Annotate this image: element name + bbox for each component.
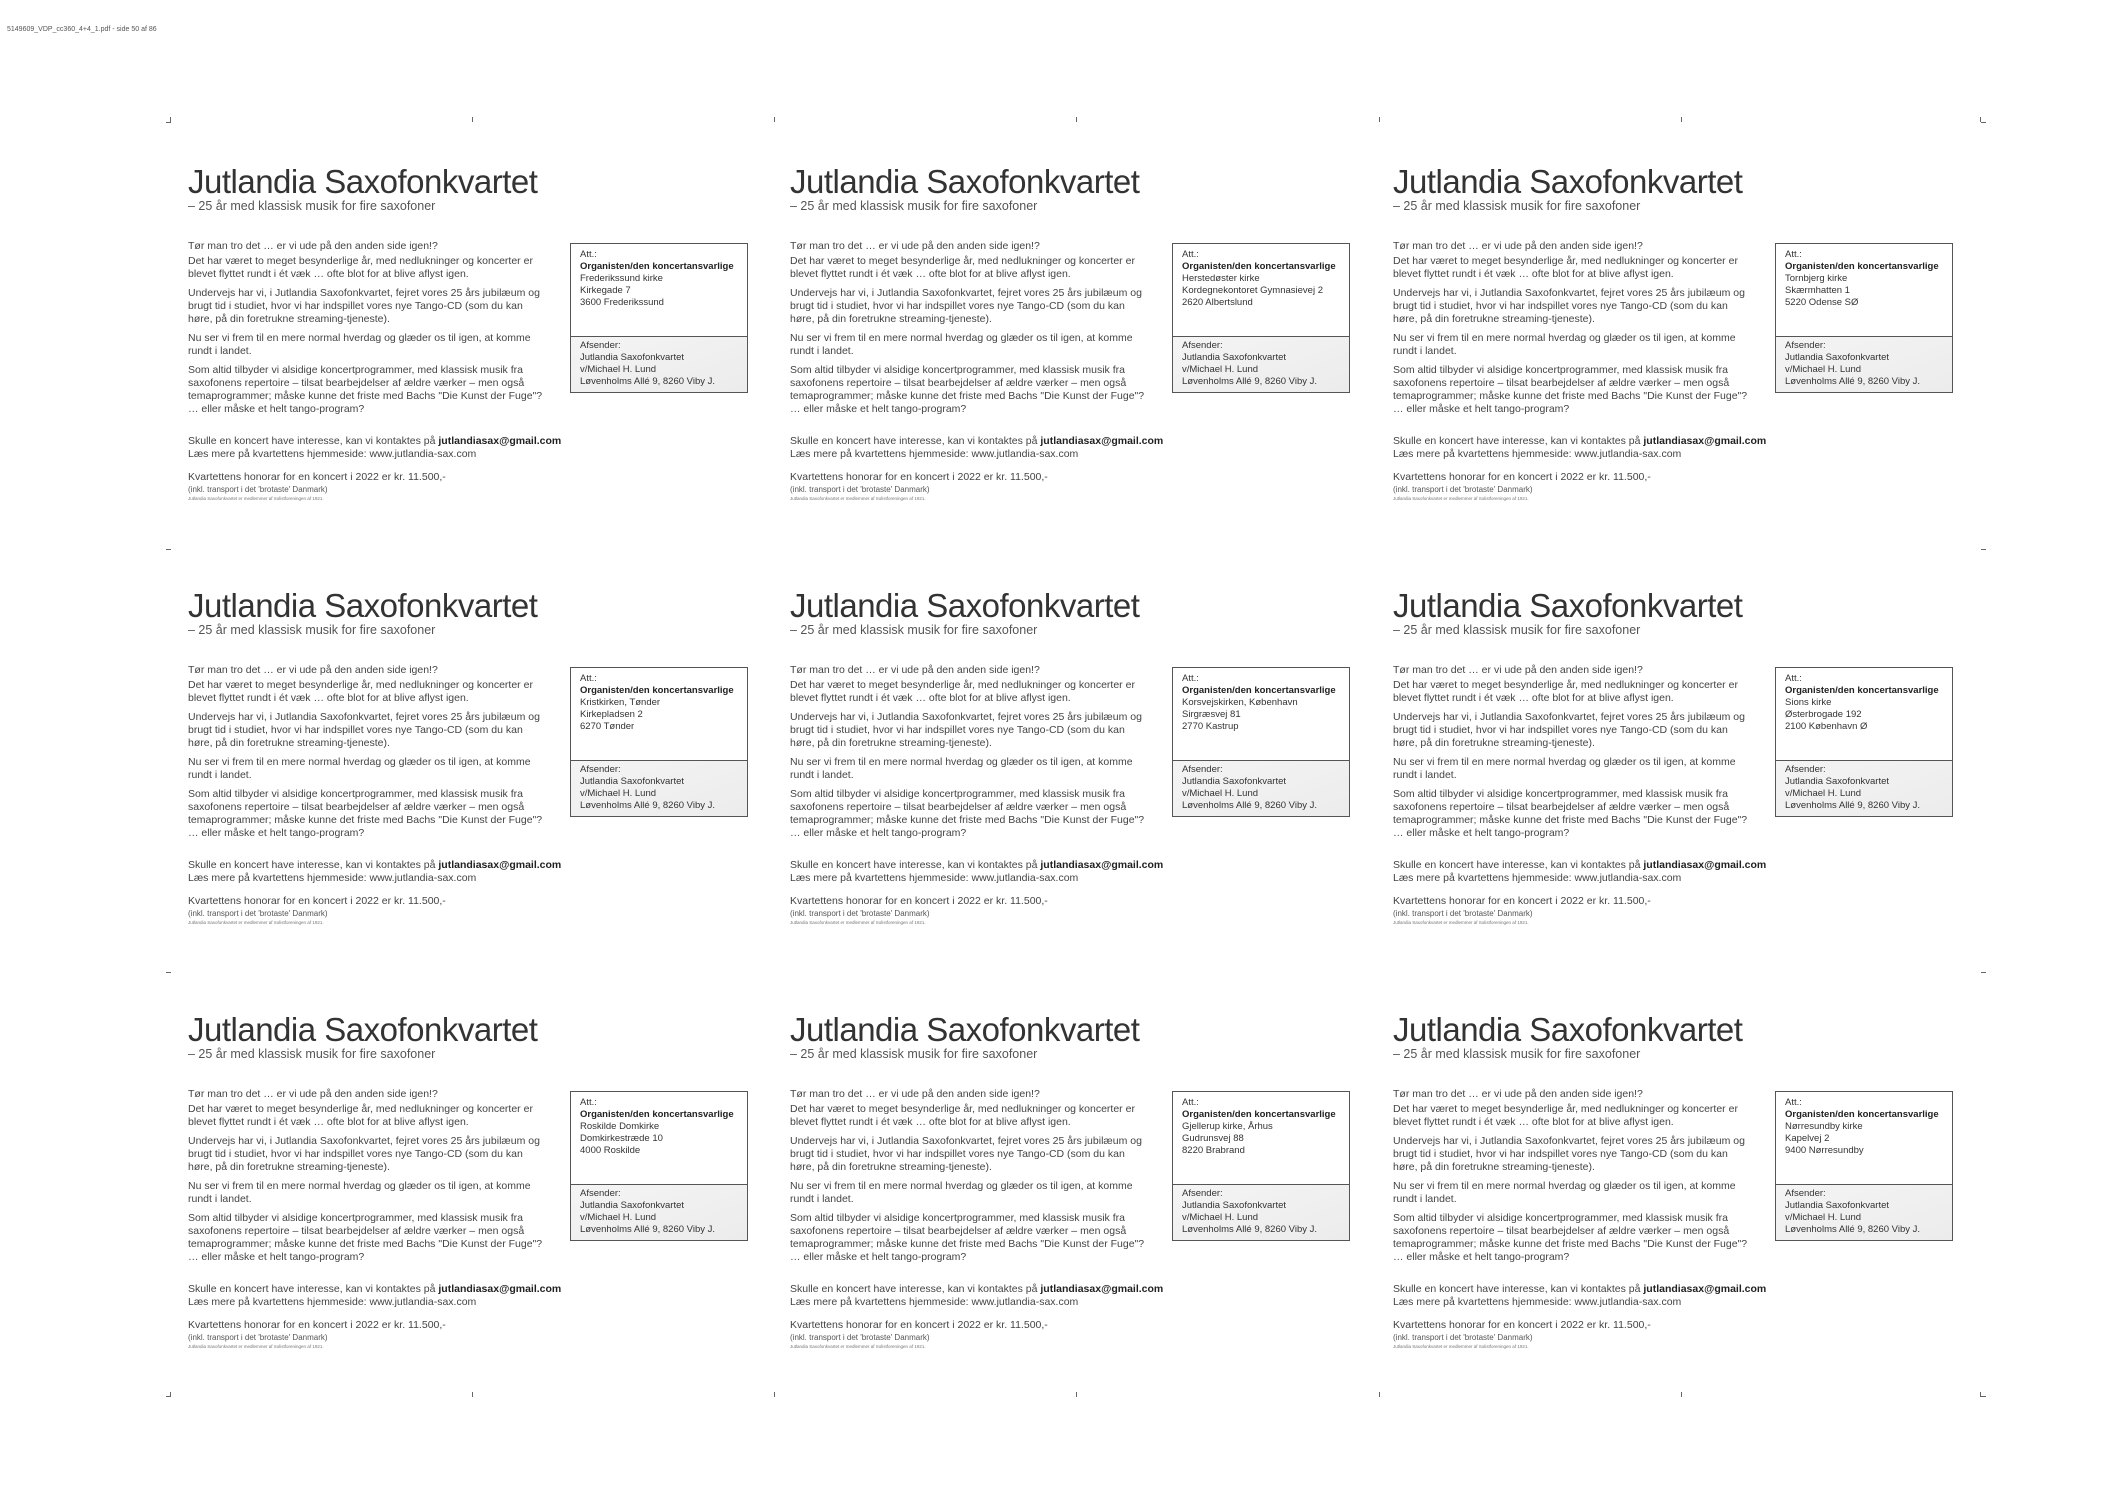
- membership-note: Jutlandia Saxofonkvartet er medlemmer af Solistforeningen af 1921.: [790, 920, 926, 925]
- letter-paragraph: Tør man tro det … er vi ude på den anden side igen!?: [790, 240, 1040, 252]
- card-subtitle: – 25 år med klassisk musik for fire saxofoner: [790, 623, 1038, 637]
- contact-line: [790, 435, 1350, 448]
- sender-label: Afsender:: [1182, 340, 1223, 351]
- address-box: [570, 1091, 748, 1241]
- letter-body: [1393, 240, 1753, 422]
- recipient-address-line: Kapelvej 2: [1785, 1133, 1830, 1144]
- att-label: Att.:: [1182, 673, 1199, 684]
- letter-paragraph: Tør man tro det … er vi ude på den anden side igen!?: [1393, 240, 1643, 252]
- email-link[interactable]: jutlandiasax@gmail.com: [1040, 859, 1164, 871]
- recipient-title: Organisten/den koncertansvarlige: [1182, 685, 1336, 696]
- recipient-address-line: 6270 Tønder: [580, 721, 635, 732]
- recipient-title: Organisten/den koncertansvarlige: [1785, 685, 1939, 696]
- fee-note: (inkl. transport i det 'brotaste' Danmark): [790, 485, 930, 494]
- recipient-address-line: 2770 Kastrup: [1182, 721, 1239, 732]
- letter-paragraph: Det har været to meget besynderlige år, med nedlukninger og koncerter er blevet flyttet rundt i ét væk … ofte blot for at blive aflyst igen.: [1393, 1103, 1738, 1128]
- letter-body: [1393, 664, 1753, 846]
- postcard: [790, 1013, 1360, 1403]
- recipient-address-line: 3600 Frederikssund: [580, 297, 664, 308]
- recipient-block: [580, 673, 743, 733]
- crop-mark: [1981, 1396, 1986, 1397]
- address-box: [1775, 667, 1953, 817]
- card-subtitle: – 25 år med klassisk musik for fire saxofoner: [790, 199, 1038, 213]
- recipient-address-line: Skærmhatten 1: [1785, 285, 1850, 296]
- sender-address-line: Løvenholms Allé 9, 8260 Viby J.: [1182, 376, 1318, 387]
- postcard: [188, 165, 758, 555]
- website-line: Læs mere på kvartettens hjemmeside: www.jutlandia-sax.com: [188, 448, 477, 460]
- letter-body: [1393, 1088, 1753, 1270]
- sender-address-line: Jutlandia Saxofonkvartet: [1182, 776, 1287, 787]
- letter-paragraph: Nu ser vi frem til en mere normal hverdag og glæder os til igen, at komme rundt i landet.: [188, 756, 531, 781]
- email-link[interactable]: jutlandiasax@gmail.com: [1643, 859, 1767, 871]
- contact-prefix: Skulle en koncert have interesse, kan vi kontaktes på: [1393, 435, 1644, 447]
- letter-paragraph: Nu ser vi frem til en mere normal hverdag og glæder os til igen, at komme rundt i landet.: [790, 332, 1133, 357]
- att-label: Att.:: [1182, 249, 1199, 260]
- recipient-block: [1182, 673, 1345, 733]
- sender-address-line: Jutlandia Saxofonkvartet: [1785, 1200, 1890, 1211]
- membership-note: Jutlandia Saxofonkvartet er medlemmer af Solistforeningen af 1921.: [188, 1344, 324, 1349]
- letter-paragraph: Tør man tro det … er vi ude på den anden side igen!?: [1393, 1088, 1643, 1100]
- crop-mark: [1379, 117, 1380, 122]
- letter-paragraph: Det har været to meget besynderlige år, med nedlukninger og koncerter er blevet flyttet rundt i ét væk … ofte blot for at blive aflyst igen.: [790, 1103, 1135, 1128]
- email-link[interactable]: jutlandiasax@gmail.com: [1040, 1283, 1164, 1295]
- contact-prefix: Skulle en koncert have interesse, kan vi kontaktes på: [1393, 859, 1644, 871]
- card-subtitle: – 25 år med klassisk musik for fire saxofoner: [188, 199, 436, 213]
- sender-address-line: Jutlandia Saxofonkvartet: [580, 1200, 685, 1211]
- att-label: Att.:: [580, 1097, 597, 1108]
- recipient-title: Organisten/den koncertansvarlige: [580, 1109, 734, 1120]
- crop-mark: [1981, 972, 1986, 973]
- card-title: Jutlandia Saxofonkvartet: [1393, 587, 1743, 624]
- sender-label: Afsender:: [580, 340, 621, 351]
- website-line: Læs mere på kvartettens hjemmeside: www.jutlandia-sax.com: [790, 448, 1079, 460]
- sender-address-line: Løvenholms Allé 9, 8260 Viby J.: [1785, 800, 1921, 811]
- recipient-address-line: Nørresundby kirke: [1785, 1121, 1863, 1132]
- letter-paragraph: Det har været to meget besynderlige år, med nedlukninger og koncerter er blevet flyttet rundt i ét væk … ofte blot for at blive aflyst igen.: [790, 255, 1135, 280]
- letter-paragraph: Som altid tilbyder vi alsidige koncertprogrammer, med klassisk musik fra saxofonens repertoire – tilsat bearbejdelser af ældre værker – men også temaprogrammer; måske kunne det friste med Bachs "Die Kunst der Fuge"? … eller måske et helt tango-program?: [188, 788, 543, 839]
- recipient-block: [1785, 673, 1948, 733]
- recipient-address-line: Kirkegade 7: [580, 285, 631, 296]
- letter-paragraph: Det har været to meget besynderlige år, med nedlukninger og koncerter er blevet flyttet rundt i ét væk … ofte blot for at blive aflyst igen.: [188, 1103, 533, 1128]
- recipient-address-line: 8220 Brabrand: [1182, 1145, 1245, 1156]
- fee-line: Kvartettens honorar for en koncert i 2022 er kr. 11.500,-: [188, 895, 446, 907]
- contact-block: [1393, 435, 1953, 503]
- website-line: Læs mere på kvartettens hjemmeside: www.jutlandia-sax.com: [790, 872, 1079, 884]
- fee-line: Kvartettens honorar for en koncert i 2022 er kr. 11.500,-: [790, 895, 1048, 907]
- crop-mark: [1379, 1392, 1380, 1397]
- sender-text: [1182, 764, 1317, 812]
- letter-paragraph: Nu ser vi frem til en mere normal hverdag og glæder os til igen, at komme rundt i landet.: [790, 1180, 1133, 1205]
- membership-note: Jutlandia Saxofonkvartet er medlemmer af Solistforeningen af 1921.: [1393, 496, 1529, 501]
- letter-paragraph: Det har været to meget besynderlige år, med nedlukninger og koncerter er blevet flyttet rundt i ét væk … ofte blot for at blive aflyst igen.: [790, 679, 1135, 704]
- sender-label: Afsender:: [1785, 764, 1826, 775]
- card-subtitle: – 25 år med klassisk musik for fire saxofoner: [1393, 1047, 1641, 1061]
- contact-line: [1393, 1283, 1953, 1296]
- letter-paragraph: Det har været to meget besynderlige år, med nedlukninger og koncerter er blevet flyttet rundt i ét væk … ofte blot for at blive aflyst igen.: [188, 679, 533, 704]
- crop-mark: [1076, 117, 1077, 122]
- recipient-address-line: 4000 Roskilde: [580, 1145, 641, 1156]
- email-link[interactable]: jutlandiasax@gmail.com: [438, 1283, 562, 1295]
- contact-prefix: Skulle en koncert have interesse, kan vi kontaktes på: [188, 435, 439, 447]
- fee-line: Kvartettens honorar for en koncert i 2022 er kr. 11.500,-: [790, 471, 1048, 483]
- contact-prefix: Skulle en koncert have interesse, kan vi kontaktes på: [790, 859, 1041, 871]
- letter-paragraph: Som altid tilbyder vi alsidige koncertprogrammer, med klassisk musik fra saxofonens repertoire – tilsat bearbejdelser af ældre værker – men også temaprogrammer; måske kunne det friste med Bachs "Die Kunst der Fuge"? … eller måske et helt tango-program?: [188, 364, 543, 415]
- sender-address-line: Løvenholms Allé 9, 8260 Viby J.: [580, 376, 716, 387]
- recipient-address-line: 2100 København Ø: [1785, 721, 1868, 732]
- recipient-block: [580, 249, 743, 309]
- postcard: [790, 589, 1360, 979]
- email-link[interactable]: jutlandiasax@gmail.com: [438, 435, 562, 447]
- letter-paragraph: Tør man tro det … er vi ude på den anden side igen!?: [188, 664, 438, 676]
- sender-block: [571, 760, 747, 816]
- card-title: Jutlandia Saxofonkvartet: [1393, 1011, 1743, 1048]
- sender-address-line: v/Michael H. Lund: [580, 364, 657, 375]
- crop-mark: [1981, 122, 1986, 123]
- sender-address-line: v/Michael H. Lund: [580, 788, 657, 799]
- card-title: Jutlandia Saxofonkvartet: [188, 587, 538, 624]
- sender-address-line: v/Michael H. Lund: [580, 1212, 657, 1223]
- recipient-address-line: Roskilde Domkirke: [580, 1121, 660, 1132]
- contact-block: [1393, 1283, 1953, 1351]
- website-line: Læs mere på kvartettens hjemmeside: www.jutlandia-sax.com: [1393, 872, 1682, 884]
- page-header: 5149609_VDP_cc360_4+4_1.pdf - side 50 af 86: [7, 26, 157, 33]
- sender-text: [580, 340, 715, 388]
- letter-body: [790, 1088, 1150, 1270]
- sender-label: Afsender:: [1182, 764, 1223, 775]
- membership-note: Jutlandia Saxofonkvartet er medlemmer af Solistforeningen af 1921.: [1393, 920, 1529, 925]
- contact-prefix: Skulle en koncert have interesse, kan vi kontaktes på: [1393, 1283, 1644, 1295]
- letter-paragraph: Tør man tro det … er vi ude på den anden side igen!?: [188, 1088, 438, 1100]
- postcard: [790, 165, 1360, 555]
- website-line: Læs mere på kvartettens hjemmeside: www.jutlandia-sax.com: [1393, 1296, 1682, 1308]
- letter-paragraph: Undervejs har vi, i Jutlandia Saxofonkvartet, fejret vores 25 års jubilæum og brugt tid i studiet, hvor vi har indspillet vores nye Tango-CD (som du kan høre, på din foretrukne streaming-tjeneste).: [1393, 287, 1745, 325]
- email-link[interactable]: jutlandiasax@gmail.com: [438, 859, 562, 871]
- sender-label: Afsender:: [580, 764, 621, 775]
- fee-line: Kvartettens honorar for en koncert i 2022 er kr. 11.500,-: [1393, 1319, 1651, 1331]
- recipient-address-line: Kordegnekontoret Gymnasievej 2: [1182, 285, 1323, 296]
- letter-paragraph: Nu ser vi frem til en mere normal hverdag og glæder os til igen, at komme rundt i landet.: [188, 1180, 531, 1205]
- contact-prefix: Skulle en koncert have interesse, kan vi kontaktes på: [188, 1283, 439, 1295]
- postcard: [188, 589, 758, 979]
- recipient-address-line: Frederikssund kirke: [580, 273, 663, 284]
- crop-mark: [774, 117, 775, 122]
- fee-note: (inkl. transport i det 'brotaste' Danmark): [188, 485, 328, 494]
- recipient-title: Organisten/den koncertansvarlige: [1785, 1109, 1939, 1120]
- contact-block: [1393, 859, 1953, 927]
- fee-note: (inkl. transport i det 'brotaste' Danmark): [188, 1333, 328, 1342]
- letter-paragraph: Som altid tilbyder vi alsidige koncertprogrammer, med klassisk musik fra saxofonens repertoire – tilsat bearbejdelser af ældre værker – men også temaprogrammer; måske kunne det friste med Bachs "Die Kunst der Fuge"? … eller måske et helt tango-program?: [790, 364, 1145, 415]
- sender-text: [1182, 1188, 1317, 1236]
- sender-address-line: Løvenholms Allé 9, 8260 Viby J.: [1182, 800, 1318, 811]
- address-box: [570, 667, 748, 817]
- sender-address-line: Jutlandia Saxofonkvartet: [1182, 1200, 1287, 1211]
- att-label: Att.:: [580, 249, 597, 260]
- recipient-address-line: Gudrunsvej 88: [1182, 1133, 1244, 1144]
- website-line: Læs mere på kvartettens hjemmeside: www.jutlandia-sax.com: [1393, 448, 1682, 460]
- fee-note: (inkl. transport i det 'brotaste' Danmark): [1393, 909, 1533, 918]
- contact-block: [790, 1283, 1350, 1351]
- letter-paragraph: Tør man tro det … er vi ude på den anden side igen!?: [1393, 664, 1643, 676]
- letter-body: [188, 1088, 548, 1270]
- letter-paragraph: Tør man tro det … er vi ude på den anden side igen!?: [790, 664, 1040, 676]
- fee-note: (inkl. transport i det 'brotaste' Danmark): [188, 909, 328, 918]
- sender-text: [1182, 340, 1317, 388]
- letter-paragraph: Undervejs har vi, i Jutlandia Saxofonkvartet, fejret vores 25 års jubilæum og brugt tid i studiet, hvor vi har indspillet vores nye Tango-CD (som du kan høre, på din foretrukne streaming-tjeneste).: [790, 287, 1142, 325]
- sender-block: [1173, 336, 1349, 392]
- letter-paragraph: Nu ser vi frem til en mere normal hverdag og glæder os til igen, at komme rundt i landet.: [790, 756, 1133, 781]
- att-label: Att.:: [1182, 1097, 1199, 1108]
- sender-address-line: v/Michael H. Lund: [1182, 788, 1259, 799]
- membership-note: Jutlandia Saxofonkvartet er medlemmer af Solistforeningen af 1921.: [790, 1344, 926, 1349]
- website-line: Læs mere på kvartettens hjemmeside: www.jutlandia-sax.com: [790, 1296, 1079, 1308]
- contact-block: [790, 859, 1350, 927]
- sender-block: [571, 336, 747, 392]
- crop-mark: [774, 1392, 775, 1397]
- sender-address-line: Jutlandia Saxofonkvartet: [1182, 352, 1287, 363]
- att-label: Att.:: [1785, 249, 1802, 260]
- recipient-title: Organisten/den koncertansvarlige: [1785, 261, 1939, 272]
- letter-paragraph: Nu ser vi frem til en mere normal hverdag og glæder os til igen, at komme rundt i landet.: [1393, 332, 1736, 357]
- fee-line: Kvartettens honorar for en koncert i 2022 er kr. 11.500,-: [790, 1319, 1048, 1331]
- contact-prefix: Skulle en koncert have interesse, kan vi kontaktes på: [790, 435, 1041, 447]
- card-subtitle: – 25 år med klassisk musik for fire saxofoner: [188, 1047, 436, 1061]
- crop-mark: [1981, 549, 1986, 550]
- contact-line: [1393, 435, 1953, 448]
- sender-block: [1776, 1184, 1952, 1240]
- membership-note: Jutlandia Saxofonkvartet er medlemmer af Solistforeningen af 1921.: [1393, 1344, 1529, 1349]
- crop-mark: [166, 972, 171, 973]
- contact-prefix: Skulle en koncert have interesse, kan vi kontaktes på: [188, 859, 439, 871]
- contact-prefix: Skulle en koncert have interesse, kan vi kontaktes på: [790, 1283, 1041, 1295]
- recipient-block: [580, 1097, 743, 1157]
- recipient-address-line: Kristkirken, Tønder: [580, 697, 661, 708]
- recipient-address-line: 9400 Nørresundby: [1785, 1145, 1864, 1156]
- letter-body: [188, 240, 548, 422]
- card-subtitle: – 25 år med klassisk musik for fire saxofoner: [790, 1047, 1038, 1061]
- letter-paragraph: Nu ser vi frem til en mere normal hverdag og glæder os til igen, at komme rundt i landet.: [1393, 1180, 1736, 1205]
- sender-block: [571, 1184, 747, 1240]
- letter-paragraph: Undervejs har vi, i Jutlandia Saxofonkvartet, fejret vores 25 års jubilæum og brugt tid i studiet, hvor vi har indspillet vores nye Tango-CD (som du kan høre, på din foretrukne streaming-tjeneste).: [790, 1135, 1142, 1173]
- sender-text: [580, 1188, 715, 1236]
- email-link[interactable]: jutlandiasax@gmail.com: [1040, 435, 1164, 447]
- crop-mark: [166, 122, 171, 123]
- sender-address-line: Jutlandia Saxofonkvartet: [1785, 352, 1890, 363]
- recipient-block: [1182, 249, 1345, 309]
- recipient-address-line: Tornbjerg kirke: [1785, 273, 1848, 284]
- letter-paragraph: Det har været to meget besynderlige år, med nedlukninger og koncerter er blevet flyttet rundt i ét væk … ofte blot for at blive aflyst igen.: [1393, 255, 1738, 280]
- recipient-block: [1182, 1097, 1345, 1157]
- letter-paragraph: Det har været to meget besynderlige år, med nedlukninger og koncerter er blevet flyttet rundt i ét væk … ofte blot for at blive aflyst igen.: [188, 255, 533, 280]
- sender-address-line: v/Michael H. Lund: [1182, 364, 1259, 375]
- sender-address-line: v/Michael H. Lund: [1785, 788, 1862, 799]
- letter-paragraph: Som altid tilbyder vi alsidige koncertprogrammer, med klassisk musik fra saxofonens repertoire – tilsat bearbejdelser af ældre værker – men også temaprogrammer; måske kunne det friste med Bachs "Die Kunst der Fuge"? … eller måske et helt tango-program?: [1393, 364, 1748, 415]
- contact-line: [790, 1283, 1350, 1296]
- recipient-address-line: Gjellerup kirke, Århus: [1182, 1121, 1273, 1132]
- address-box: [570, 243, 748, 393]
- sender-address-line: v/Michael H. Lund: [1785, 364, 1862, 375]
- address-box: [1775, 243, 1953, 393]
- crop-mark: [166, 549, 171, 550]
- sender-address-line: Løvenholms Allé 9, 8260 Viby J.: [580, 1224, 716, 1235]
- email-link[interactable]: jutlandiasax@gmail.com: [1643, 1283, 1767, 1295]
- fee-note: (inkl. transport i det 'brotaste' Danmark): [1393, 1333, 1533, 1342]
- sender-block: [1776, 336, 1952, 392]
- card-title: Jutlandia Saxofonkvartet: [790, 163, 1140, 200]
- sender-address-line: v/Michael H. Lund: [1182, 1212, 1259, 1223]
- letter-paragraph: Som altid tilbyder vi alsidige koncertprogrammer, med klassisk musik fra saxofonens repertoire – tilsat bearbejdelser af ældre værker – men også temaprogrammer; måske kunne det friste med Bachs "Die Kunst der Fuge"? … eller måske et helt tango-program?: [1393, 1212, 1748, 1263]
- postcard: [188, 1013, 758, 1403]
- email-link[interactable]: jutlandiasax@gmail.com: [1643, 435, 1767, 447]
- sender-address-line: v/Michael H. Lund: [1785, 1212, 1862, 1223]
- recipient-title: Organisten/den koncertansvarlige: [580, 261, 734, 272]
- membership-note: Jutlandia Saxofonkvartet er medlemmer af Solistforeningen af 1921.: [188, 920, 324, 925]
- recipient-address-line: 2620 Albertslund: [1182, 297, 1253, 308]
- sender-address-line: Løvenholms Allé 9, 8260 Viby J.: [1182, 1224, 1318, 1235]
- card-title: Jutlandia Saxofonkvartet: [790, 587, 1140, 624]
- postcard: [1393, 589, 1963, 979]
- sender-block: [1776, 760, 1952, 816]
- letter-paragraph: Som altid tilbyder vi alsidige koncertprogrammer, med klassisk musik fra saxofonens repertoire – tilsat bearbejdelser af ældre værker – men også temaprogrammer; måske kunne det friste med Bachs "Die Kunst der Fuge"? … eller måske et helt tango-program?: [188, 1212, 543, 1263]
- letter-paragraph: Tør man tro det … er vi ude på den anden side igen!?: [790, 1088, 1040, 1100]
- sender-block: [1173, 760, 1349, 816]
- card-title: Jutlandia Saxofonkvartet: [1393, 163, 1743, 200]
- letter-body: [188, 664, 548, 846]
- contact-line: [790, 859, 1350, 872]
- letter-paragraph: Undervejs har vi, i Jutlandia Saxofonkvartet, fejret vores 25 års jubilæum og brugt tid i studiet, hvor vi har indspillet vores nye Tango-CD (som du kan høre, på din foretrukne streaming-tjeneste).: [790, 711, 1142, 749]
- recipient-address-line: Kirkepladsen 2: [580, 709, 643, 720]
- att-label: Att.:: [580, 673, 597, 684]
- letter-paragraph: Undervejs har vi, i Jutlandia Saxofonkvartet, fejret vores 25 års jubilæum og brugt tid i studiet, hvor vi har indspillet vores nye Tango-CD (som du kan høre, på din foretrukne streaming-tjeneste).: [1393, 1135, 1745, 1173]
- address-box: [1775, 1091, 1953, 1241]
- recipient-block: [1785, 1097, 1948, 1157]
- letter-paragraph: Undervejs har vi, i Jutlandia Saxofonkvartet, fejret vores 25 års jubilæum og brugt tid i studiet, hvor vi har indspillet vores nye Tango-CD (som du kan høre, på din foretrukne streaming-tjeneste).: [1393, 711, 1745, 749]
- contact-block: [790, 435, 1350, 503]
- recipient-block: [1785, 249, 1948, 309]
- letter-paragraph: Nu ser vi frem til en mere normal hverdag og glæder os til igen, at komme rundt i landet.: [1393, 756, 1736, 781]
- sender-text: [580, 764, 715, 812]
- card-title: Jutlandia Saxofonkvartet: [188, 163, 538, 200]
- membership-note: Jutlandia Saxofonkvartet er medlemmer af Solistforeningen af 1921.: [188, 496, 324, 501]
- card-subtitle: – 25 år med klassisk musik for fire saxofoner: [1393, 623, 1641, 637]
- fee-note: (inkl. transport i det 'brotaste' Danmark): [790, 1333, 930, 1342]
- contact-line: [188, 1283, 748, 1296]
- website-line: Læs mere på kvartettens hjemmeside: www.jutlandia-sax.com: [188, 1296, 477, 1308]
- recipient-title: Organisten/den koncertansvarlige: [1182, 261, 1336, 272]
- sender-address-line: Jutlandia Saxofonkvartet: [580, 352, 685, 363]
- contact-line: [1393, 859, 1953, 872]
- contact-block: [188, 435, 748, 503]
- recipient-address-line: Herstedøster kirke: [1182, 273, 1260, 284]
- contact-block: [188, 859, 748, 927]
- card-title: Jutlandia Saxofonkvartet: [188, 1011, 538, 1048]
- att-label: Att.:: [1785, 1097, 1802, 1108]
- recipient-address-line: Korsvejskirken, København: [1182, 697, 1298, 708]
- sender-address-line: Jutlandia Saxofonkvartet: [580, 776, 685, 787]
- recipient-title: Organisten/den koncertansvarlige: [1182, 1109, 1336, 1120]
- sender-address-line: Jutlandia Saxofonkvartet: [1785, 776, 1890, 787]
- sender-block: [1173, 1184, 1349, 1240]
- address-box: [1172, 667, 1350, 817]
- card-title: Jutlandia Saxofonkvartet: [790, 1011, 1140, 1048]
- contact-block: [188, 1283, 748, 1351]
- recipient-address-line: Domkirkestræde 10: [580, 1133, 663, 1144]
- sender-label: Afsender:: [1785, 340, 1826, 351]
- letter-paragraph: Nu ser vi frem til en mere normal hverdag og glæder os til igen, at komme rundt i landet.: [188, 332, 531, 357]
- membership-note: Jutlandia Saxofonkvartet er medlemmer af Solistforeningen af 1921.: [790, 496, 926, 501]
- letter-paragraph: Undervejs har vi, i Jutlandia Saxofonkvartet, fejret vores 25 års jubilæum og brugt tid i studiet, hvor vi har indspillet vores nye Tango-CD (som du kan høre, på din foretrukne streaming-tjeneste).: [188, 287, 540, 325]
- att-label: Att.:: [1785, 673, 1802, 684]
- letter-paragraph: Som altid tilbyder vi alsidige koncertprogrammer, med klassisk musik fra saxofonens repertoire – tilsat bearbejdelser af ældre værker – men også temaprogrammer; måske kunne det friste med Bachs "Die Kunst der Fuge"? … eller måske et helt tango-program?: [790, 788, 1145, 839]
- card-subtitle: – 25 år med klassisk musik for fire saxofoner: [1393, 199, 1641, 213]
- address-box: [1172, 243, 1350, 393]
- postcard: [1393, 1013, 1963, 1403]
- recipient-address-line: Sions kirke: [1785, 697, 1832, 708]
- recipient-address-line: 5220 Odense SØ: [1785, 297, 1859, 308]
- crop-mark: [166, 1396, 171, 1397]
- letter-paragraph: Undervejs har vi, i Jutlandia Saxofonkvartet, fejret vores 25 års jubilæum og brugt tid i studiet, hvor vi har indspillet vores nye Tango-CD (som du kan høre, på din foretrukne streaming-tjeneste).: [188, 1135, 540, 1173]
- fee-line: Kvartettens honorar for en koncert i 2022 er kr. 11.500,-: [1393, 895, 1651, 907]
- fee-line: Kvartettens honorar for en koncert i 2022 er kr. 11.500,-: [1393, 471, 1651, 483]
- letter-paragraph: Som altid tilbyder vi alsidige koncertprogrammer, med klassisk musik fra saxofonens repertoire – tilsat bearbejdelser af ældre værker – men også temaprogrammer; måske kunne det friste med Bachs "Die Kunst der Fuge"? … eller måske et helt tango-program?: [790, 1212, 1145, 1263]
- sender-text: [1785, 1188, 1920, 1236]
- sender-text: [1785, 340, 1920, 388]
- letter-paragraph: Undervejs har vi, i Jutlandia Saxofonkvartet, fejret vores 25 års jubilæum og brugt tid i studiet, hvor vi har indspillet vores nye Tango-CD (som du kan høre, på din foretrukne streaming-tjeneste).: [188, 711, 540, 749]
- letter-paragraph: Som altid tilbyder vi alsidige koncertprogrammer, med klassisk musik fra saxofonens repertoire – tilsat bearbejdelser af ældre værker – men også temaprogrammer; måske kunne det friste med Bachs "Die Kunst der Fuge"? … eller måske et helt tango-program?: [1393, 788, 1748, 839]
- sender-label: Afsender:: [580, 1188, 621, 1199]
- recipient-address-line: Østerbrogade 192: [1785, 709, 1862, 720]
- recipient-title: Organisten/den koncertansvarlige: [580, 685, 734, 696]
- contact-line: [188, 435, 748, 448]
- fee-note: (inkl. transport i det 'brotaste' Danmark): [790, 909, 930, 918]
- sender-label: Afsender:: [1785, 1188, 1826, 1199]
- address-box: [1172, 1091, 1350, 1241]
- sender-text: [1785, 764, 1920, 812]
- card-subtitle: – 25 år med klassisk musik for fire saxofoner: [188, 623, 436, 637]
- sender-label: Afsender:: [1182, 1188, 1223, 1199]
- sender-address-line: Løvenholms Allé 9, 8260 Viby J.: [580, 800, 716, 811]
- letter-body: [790, 240, 1150, 422]
- sender-address-line: Løvenholms Allé 9, 8260 Viby J.: [1785, 376, 1921, 387]
- sender-address-line: Løvenholms Allé 9, 8260 Viby J.: [1785, 1224, 1921, 1235]
- crop-mark: [472, 117, 473, 122]
- website-line: Læs mere på kvartettens hjemmeside: www.jutlandia-sax.com: [188, 872, 477, 884]
- fee-line: Kvartettens honorar for en koncert i 2022 er kr. 11.500,-: [188, 1319, 446, 1331]
- letter-paragraph: Det har været to meget besynderlige år, med nedlukninger og koncerter er blevet flyttet rundt i ét væk … ofte blot for at blive aflyst igen.: [1393, 679, 1738, 704]
- contact-line: [188, 859, 748, 872]
- postcard: [1393, 165, 1963, 555]
- letter-paragraph: Tør man tro det … er vi ude på den anden side igen!?: [188, 240, 438, 252]
- recipient-address-line: Sirgræsvej 81: [1182, 709, 1241, 720]
- fee-line: Kvartettens honorar for en koncert i 2022 er kr. 11.500,-: [188, 471, 446, 483]
- letter-body: [790, 664, 1150, 846]
- fee-note: (inkl. transport i det 'brotaste' Danmark): [1393, 485, 1533, 494]
- crop-mark: [1681, 117, 1682, 122]
